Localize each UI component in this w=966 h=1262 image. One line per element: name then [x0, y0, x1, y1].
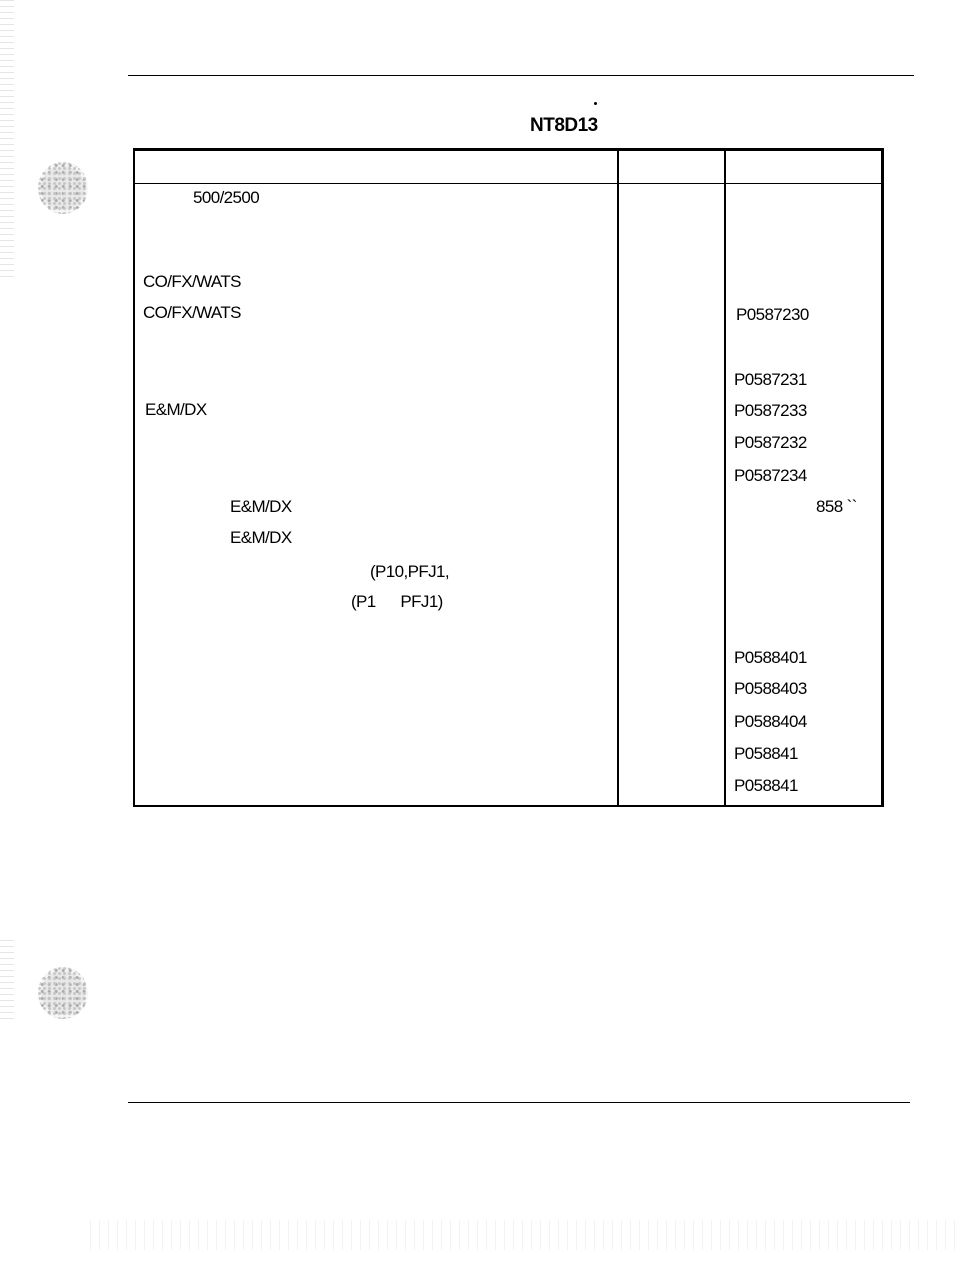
table-border-right [881, 148, 884, 807]
punch-hole-bottom [38, 967, 88, 1019]
table-border-top [133, 148, 884, 151]
row-3-desc: CO/FX/WATS [143, 303, 241, 322]
table-title: NT8D13 [530, 115, 598, 136]
scan-edge-noise-top [0, 0, 14, 280]
table-col-divider-2 [724, 148, 726, 807]
row-6-part: P0587232 [734, 433, 807, 452]
row-11-desc: (P1 PFJ1) [351, 592, 443, 611]
bottom-rule [128, 1102, 910, 1103]
row-8-desc: E&M/DX [230, 497, 292, 516]
table-border-left [133, 148, 135, 807]
row-3-part: P0587230 [736, 305, 809, 324]
top-rule [128, 75, 914, 76]
row-13-part: P0588403 [734, 679, 807, 698]
row-16-part: P058841 [734, 776, 798, 795]
row-2-desc: CO/FX/WATS [143, 272, 241, 291]
row-7-part: P0587234 [734, 466, 807, 485]
row-8-part: 858 `` [816, 497, 857, 516]
punch-hole-top [38, 162, 88, 214]
parts-table [133, 148, 884, 807]
row-15-part: P058841 [734, 744, 798, 763]
row-1-desc: 500/2500 [193, 188, 260, 207]
scan-bottom-noise [90, 1220, 960, 1250]
row-10-desc: (P10,PFJ1, [370, 562, 450, 581]
row-12-part: P0588401 [734, 648, 807, 667]
row-5-part: P0587233 [734, 401, 807, 420]
row-9-desc: E&M/DX [230, 528, 292, 547]
table-header-divider [133, 183, 884, 184]
row-14-part: P0588404 [734, 712, 807, 731]
row-5-desc: E&M/DX [145, 400, 207, 419]
table-col-divider-1 [617, 148, 619, 807]
scan-edge-noise-bottom [0, 940, 14, 1020]
table-border-bottom [133, 805, 884, 807]
row-4-part: P0587231 [734, 370, 807, 389]
title-mark [594, 102, 597, 105]
